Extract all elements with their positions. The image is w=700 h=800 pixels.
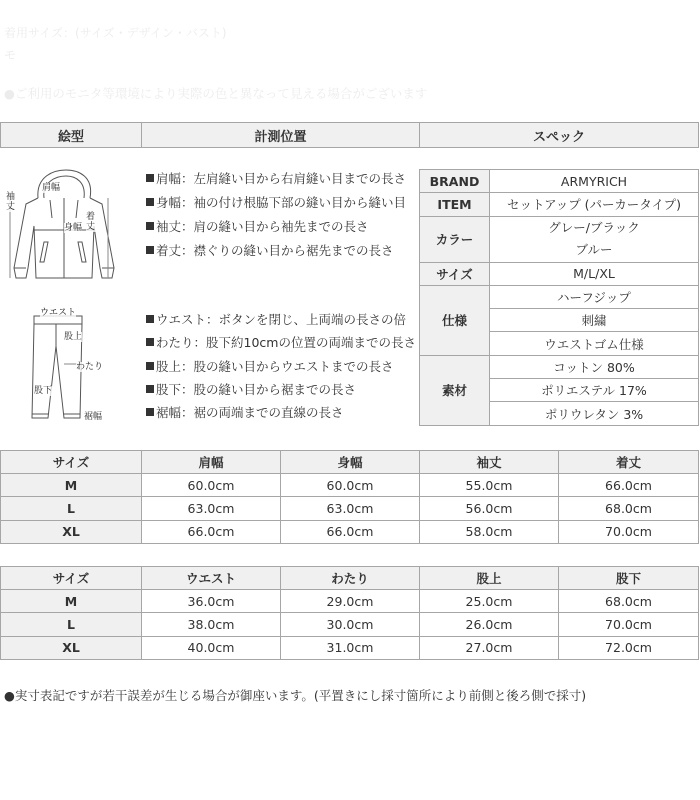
measurement-waist: ウエスト：ボタンを閉じ、上両端の長さの倍 (146, 312, 406, 328)
pants-size-table (0, 566, 699, 660)
spec-row-features: ウエストゴム仕様 (420, 332, 699, 355)
bullet-square-icon (146, 338, 154, 346)
table-header-row: サイズ 肩幅 身幅 袖丈 着丈 (1, 451, 699, 474)
measurement-inseam: 股下：股の縫い目から裾までの長さ (146, 382, 356, 398)
measurement-hem: 裾幅：裾の両端までの直線の長さ (146, 405, 344, 421)
jacket-size-table (0, 450, 699, 544)
label-length: 着丈 (86, 212, 98, 232)
label-waist: ウエスト (40, 308, 77, 318)
spec-row-size: サイズ M/L/XL (420, 262, 699, 285)
jacket-illustration (6, 168, 126, 286)
spec-row-material: 素材 コットン 80% (420, 355, 699, 378)
section-header (0, 122, 699, 148)
header-spec: スペック (420, 123, 699, 148)
label-body-width: 身幅 (64, 223, 83, 233)
bullet-square-icon (146, 222, 154, 230)
bullet-square-icon (146, 315, 154, 323)
pants-illustration (28, 306, 108, 426)
bullet-square-icon (146, 198, 154, 206)
bullet-square-icon (146, 362, 154, 370)
label-inseam: 股下 (34, 386, 53, 396)
table-row: M 36.0cm 29.0cm 25.0cm 68.0cm (1, 590, 699, 613)
spec-row-color: カラー グレー/ブラック ブルー (420, 216, 699, 262)
table-row: XL 66.0cm 66.0cm 58.0cm 70.0cm (1, 520, 699, 543)
bullet-square-icon (146, 408, 154, 416)
spec-row-features: 仕様 ハーフジップ (420, 285, 699, 308)
spec-row-material: ポリウレタン 3% (420, 402, 699, 425)
table-row: M 60.0cm 60.0cm 55.0cm 66.0cm (1, 474, 699, 497)
label-hem: 裾幅 (84, 412, 103, 422)
measurement-note: ●実寸表記ですが若干誤差が生じる場合が御座います。(平置きにし採寸箇所により前側と後ろ側で採寸) (4, 688, 587, 703)
measurement-thigh: わたり：股下約10cmの位置の両端までの長さ (146, 335, 416, 351)
faded-model-text: モ (4, 48, 17, 62)
measurement-rise: 股上：股の縫い目からウエストまでの長さ (146, 359, 394, 375)
label-rise: 股上 (64, 332, 83, 342)
table-row: XL 40.0cm 31.0cm 27.0cm 72.0cm (1, 636, 699, 659)
spec-row-item: ITEM セットアップ (パーカータイプ) (420, 193, 699, 216)
faded-color-notice: ●ご利用のモニタ等環境により実際の色と異なって見える場合がございます (4, 86, 428, 101)
label-thigh: わたり (76, 362, 104, 372)
spec-row-features: 刺繍 (420, 309, 699, 332)
faded-model-size-text: 着用サイズ：(サイズ・デザイン・バスト) (4, 26, 227, 40)
spec-table (419, 169, 699, 426)
measurement-length: 着丈：襟ぐりの縫い目から裾先までの長さ (146, 243, 394, 259)
bullet-square-icon (146, 174, 154, 182)
spec-row-material: ポリエステル 17% (420, 379, 699, 402)
spec-row-brand: BRAND ARMYRICH (420, 170, 699, 193)
table-row: L 38.0cm 30.0cm 26.0cm 70.0cm (1, 613, 699, 636)
measurement-body-width: 身幅：袖の付け根脇下部の縫い目から縫い目 (146, 195, 406, 211)
measurement-shoulder: 肩幅：左肩縫い目から右肩縫い目までの長さ (146, 171, 406, 187)
bullet-square-icon (146, 385, 154, 393)
bullet-square-icon (146, 246, 154, 254)
table-header-row: サイズ ウエスト わたり 股上 股下 (1, 567, 699, 590)
label-sleeve: 袖丈 (6, 192, 18, 212)
table-row: L 63.0cm 63.0cm 56.0cm 68.0cm (1, 497, 699, 520)
measurement-sleeve: 袖丈：肩の縫い目から袖先までの長さ (146, 219, 369, 235)
header-illustration: 絵型 (1, 123, 142, 148)
label-shoulder: 肩幅 (42, 183, 61, 193)
header-measurement-position: 計測位置 (142, 123, 420, 148)
